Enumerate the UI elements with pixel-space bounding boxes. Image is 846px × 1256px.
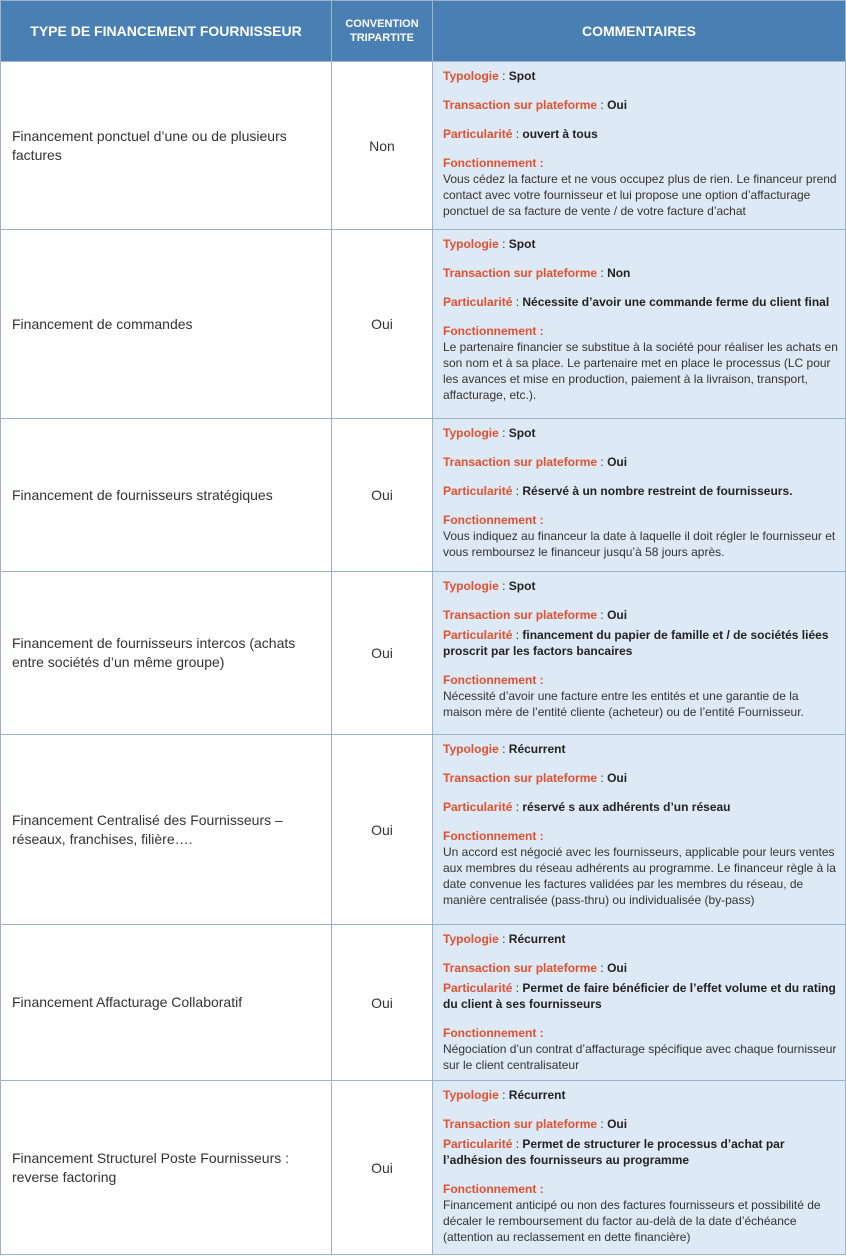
typologie-line: Typologie : Spot — [443, 237, 536, 251]
financing-type: Financement de fournisseurs intercos (achats entre sociétés d’un même groupe) — [1, 572, 332, 735]
typologie-value: Spot — [508, 69, 536, 83]
particularite-line: Particularité : financement du papier de famille et / de sociétés liées proscrit par les factors bancaires — [443, 628, 829, 658]
typologie-label: Typologie — [443, 742, 499, 756]
transaction-line: Transaction sur plateforme : Oui — [443, 608, 628, 622]
typologie-value: Spot — [508, 579, 536, 593]
comments-cell — [433, 925, 846, 1081]
transaction-line: Transaction sur plateforme : Oui — [443, 98, 628, 112]
particularite-line: Particularité : Nécessite d’avoir une commande ferme du client final — [443, 295, 830, 309]
financing-type: Financement de commandes — [1, 230, 332, 419]
typologie-value: Récurrent — [508, 1088, 566, 1102]
fonctionnement-label: Fonctionnement — [443, 1182, 537, 1196]
financing-type: Financement ponctuel d’une ou de plusieurs factures — [1, 62, 332, 230]
particularite-label: Particularité — [443, 628, 513, 642]
financing-type: Financement Centralisé des Fournisseurs – réseaux, franchises, filière…. — [1, 735, 332, 925]
particularite-value: Permet de structurer le processus d’achat par l’adhésion des fournisseurs au programme — [443, 1137, 785, 1167]
transaction-value: Non — [607, 266, 631, 280]
comments-cell — [433, 230, 846, 419]
fonctionnement-text: Nécessité d’avoir une facture entre les entités et une garantie de la maison mère de l’entité cliente (acheteur) ou de l’entité Fournisseur. — [443, 689, 804, 719]
fonctionnement-label: Fonctionnement — [443, 673, 537, 687]
header-convention-line1: CONVENTION — [345, 18, 419, 30]
transaction-label: Transaction sur plateforme — [443, 771, 598, 785]
convention-value: Oui — [332, 572, 433, 735]
fonctionnement-text: Vous cédez la facture et ne vous occupez plus de rien. Le financeur prend contact avec votre fournisseur et lui propose une option d’affacturage ponctuel de sa facture de vente / de votre facture d’achat — [443, 172, 837, 218]
particularite-value: réservé s aux adhérents d’un réseau — [522, 800, 731, 814]
transaction-line: Transaction sur plateforme : Oui — [443, 771, 628, 785]
fonctionnement-text: Le partenaire financier se substitue à la société pour réaliser les achats en son nom et à sa place. Le partenaire met en place le processus (LC pour les avances et mise en production, paiement à la livraison, transport, affacturage, etc.). — [443, 340, 838, 402]
transaction-label: Transaction sur plateforme — [443, 608, 598, 622]
particularite-value: Réservé à un nombre restreint de fournisseurs. — [522, 484, 793, 498]
particularite-label: Particularité — [443, 127, 513, 141]
transaction-label: Transaction sur plateforme — [443, 961, 598, 975]
typologie-value: Récurrent — [508, 742, 566, 756]
transaction-line: Transaction sur plateforme : Oui — [443, 961, 628, 975]
transaction-value: Oui — [607, 771, 628, 785]
typologie-label: Typologie — [443, 237, 499, 251]
particularite-label: Particularité — [443, 1137, 513, 1151]
typologie-label: Typologie — [443, 426, 499, 440]
fonctionnement-block: Fonctionnement : Vous cédez la facture et ne vous occupez plus de rien. Le financeur prend contact avec votre fournisseur et lui propose une option d’affacturage ponctuel de sa facture de vente / de votre facture d’achat — [443, 156, 837, 218]
typologie-line: Typologie : Spot — [443, 69, 536, 83]
fonctionnement-label: Fonctionnement — [443, 513, 537, 527]
typologie-value: Spot — [508, 237, 536, 251]
header-convention-line2: TRIPARTITE — [350, 32, 414, 44]
transaction-label: Transaction sur plateforme — [443, 455, 598, 469]
financing-type: Financement de fournisseurs stratégiques — [1, 419, 332, 572]
fonctionnement-block: Fonctionnement : Le partenaire financier se substitue à la société pour réaliser les achats en son nom et à sa place. Le partenaire met en place le processus (LC pour les avances et mise en production, paiement à la livraison, transport, affacturage, etc.). — [443, 324, 838, 402]
particularite-line: Particularité : réservé s aux adhérents d’un réseau — [443, 800, 731, 814]
transaction-line: Transaction sur plateforme : Oui — [443, 1117, 628, 1131]
particularite-label: Particularité — [443, 800, 513, 814]
comments-cell — [433, 572, 846, 735]
table-row — [1, 1081, 846, 1255]
particularite-label: Particularité — [443, 981, 513, 995]
header-row — [1, 1, 846, 62]
fonctionnement-block: Fonctionnement : Vous indiquez au financeur la date à laquelle il doit régler le fournisseur et vous remboursez le financeur jusqu’à 58 jours après. — [443, 513, 836, 559]
typologie-value: Spot — [508, 426, 536, 440]
convention-value: Oui — [332, 230, 433, 419]
particularite-label: Particularité — [443, 484, 513, 498]
particularite-value: ouvert à tous — [522, 127, 598, 141]
convention-value: Non — [332, 62, 433, 230]
header-type: TYPE DE FINANCEMENT FOURNISSEUR — [1, 1, 332, 62]
transaction-label: Transaction sur plateforme — [443, 1117, 598, 1131]
comments-cell — [433, 1081, 846, 1255]
fonctionnement-label: Fonctionnement — [443, 324, 537, 338]
table-row — [1, 925, 846, 1081]
convention-value: Oui — [332, 925, 433, 1081]
table-row — [1, 230, 846, 419]
financing-type: Financement Structurel Poste Fournisseurs : reverse factoring — [1, 1081, 332, 1255]
fonctionnement-block: Fonctionnement : Un accord est négocié avec les fournisseurs, applicable pour leurs ventes aux membres du réseau adhérents au programme. Le financeur règle à la date convenue les factures validées par les membres du réseau, de manière centralisée (pass-thru) ou individualisée (by-pass) — [443, 829, 836, 907]
typologie-label: Typologie — [443, 69, 499, 83]
fonctionnement-label: Fonctionnement — [443, 1026, 537, 1040]
transaction-value: Oui — [607, 98, 628, 112]
particularite-line: Particularité : Permet de faire bénéficier de l’effet volume et du rating du client à ses fournisseurs — [443, 981, 836, 1011]
convention-value: Oui — [332, 1081, 433, 1255]
typologie-label: Typologie — [443, 932, 499, 946]
particularite-line: Particularité : Permet de structurer le processus d’achat par l’adhésion des fournisseurs au programme — [443, 1137, 785, 1167]
fonctionnement-block: Fonctionnement : Financement anticipé ou non des factures fournisseurs et possibilité de décaler le remboursement du factor au-delà de la date d’échéance (attention au reclassement en dette financière) — [443, 1182, 821, 1244]
typologie-line: Typologie : Spot — [443, 579, 536, 593]
typologie-line: Typologie : Récurrent — [443, 1088, 566, 1102]
table-row — [1, 62, 846, 230]
transaction-value: Oui — [607, 455, 628, 469]
table-row — [1, 419, 846, 572]
comments-cell — [433, 62, 846, 230]
particularite-line: Particularité : Réservé à un nombre restreint de fournisseurs. — [443, 484, 793, 498]
fonctionnement-text: Vous indiquez au financeur la date à laquelle il doit régler le fournisseur et vous remboursez le financeur jusqu’à 58 jours après. — [443, 529, 836, 559]
header-comments: COMMENTAIRES — [433, 1, 846, 62]
particularite-value: financement du papier de famille et / de sociétés liées proscrit par les factors bancaires — [443, 628, 829, 658]
typologie-line: Typologie : Spot — [443, 426, 536, 440]
typologie-line: Typologie : Récurrent — [443, 742, 566, 756]
fonctionnement-text: Un accord est négocié avec les fournisseurs, applicable pour leurs ventes aux membres du réseau adhérents au programme. Le financeur règle à la date convenue les factures validées par les membres du réseau, de manière centralisée (pass-thru) ou individualisée (by-pass) — [443, 845, 836, 907]
transaction-label: Transaction sur plateforme — [443, 266, 598, 280]
table-row — [1, 735, 846, 925]
particularite-label: Particularité — [443, 295, 513, 309]
fonctionnement-label: Fonctionnement — [443, 156, 537, 170]
table-row — [1, 572, 846, 735]
fonctionnement-label: Fonctionnement — [443, 829, 537, 843]
convention-value: Oui — [332, 419, 433, 572]
transaction-value: Oui — [607, 1117, 628, 1131]
transaction-label: Transaction sur plateforme — [443, 98, 598, 112]
transaction-value: Oui — [607, 608, 628, 622]
particularite-value: Permet de faire bénéficier de l’effet volume et du rating du client à ses fournisseurs — [443, 981, 836, 1011]
financing-type: Financement Affacturage Collaboratif — [1, 925, 332, 1081]
particularite-value: Nécessite d’avoir une commande ferme du client final — [522, 295, 830, 309]
fonctionnement-block: Fonctionnement : Négociation d’un contrat d’affacturage spécifique avec chaque fournisseur sur le client centralisateur — [443, 1026, 837, 1072]
typologie-line: Typologie : Récurrent — [443, 932, 566, 946]
fonctionnement-text: Négociation d’un contrat d’affacturage spécifique avec chaque fournisseur sur le client centralisateur — [443, 1042, 837, 1072]
typologie-label: Typologie — [443, 579, 499, 593]
typologie-label: Typologie — [443, 1088, 499, 1102]
transaction-value: Oui — [607, 961, 628, 975]
typologie-value: Récurrent — [508, 932, 566, 946]
fonctionnement-text: Financement anticipé ou non des factures fournisseurs et possibilité de décaler le remboursement du factor au-delà de la date d’échéance (attention au reclassement en dette financière) — [443, 1198, 821, 1244]
convention-value: Oui — [332, 735, 433, 925]
header-convention — [332, 1, 433, 62]
transaction-line: Transaction sur plateforme : Non — [443, 266, 631, 280]
fonctionnement-block: Fonctionnement : Nécessité d’avoir une facture entre les entités et une garantie de la maison mère de l’entité cliente (acheteur) ou de l’entité Fournisseur. — [443, 673, 804, 719]
transaction-line: Transaction sur plateforme : Oui — [443, 455, 628, 469]
particularite-line: Particularité : ouvert à tous — [443, 127, 598, 141]
comments-cell — [433, 419, 846, 572]
comments-cell — [433, 735, 846, 925]
